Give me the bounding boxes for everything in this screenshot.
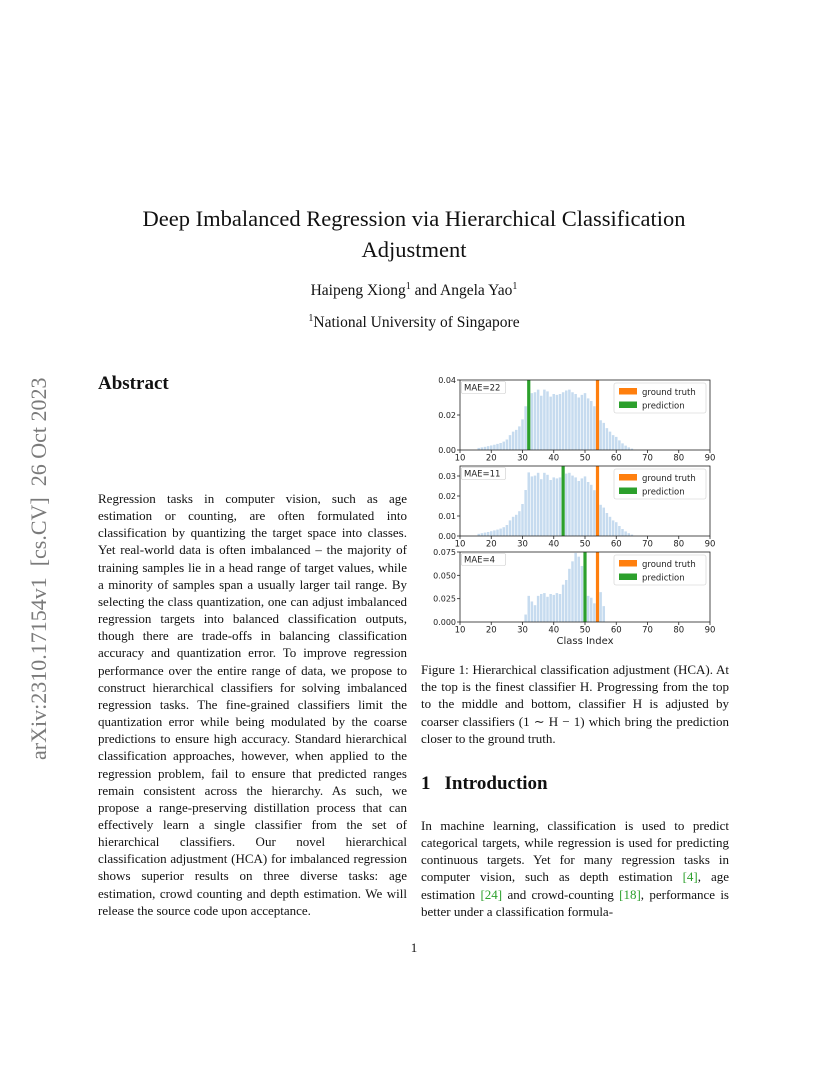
y-tick-label: 0.050	[433, 571, 456, 581]
histogram-bar	[549, 397, 552, 450]
histogram-bar	[543, 593, 546, 622]
histogram-bar	[556, 593, 559, 622]
histogram-bar	[574, 553, 577, 622]
histogram-bar	[503, 527, 506, 536]
histogram-bar	[518, 426, 521, 450]
histogram-bar	[612, 520, 615, 536]
x-tick-label: 60	[610, 625, 622, 636]
author-name: Haipeng Xiong	[310, 282, 406, 300]
legend-swatch	[619, 488, 637, 495]
histogram-bar	[593, 490, 596, 536]
x-tick-label: 80	[673, 625, 685, 636]
histogram-bar	[624, 531, 627, 536]
histogram-bar	[521, 419, 524, 450]
x-tick-label: 10	[454, 539, 466, 550]
citation-link[interactable]: [4]	[682, 869, 698, 885]
histogram-bar	[528, 472, 531, 536]
histogram-bar	[568, 390, 571, 450]
histogram-bar	[568, 569, 571, 622]
histogram-bar	[590, 401, 593, 450]
x-tick-label: 30	[517, 453, 528, 464]
histogram-bar	[534, 392, 537, 450]
histogram-bar	[618, 440, 621, 450]
author-list	[100, 281, 728, 300]
x-tick-label: 40	[548, 625, 560, 636]
histogram-bar	[574, 394, 577, 450]
legend-label: ground truth	[642, 560, 696, 570]
x-axis-label: Class Index	[556, 636, 614, 647]
arxiv-watermark	[20, 290, 56, 760]
x-tick-label: 70	[642, 625, 653, 636]
histogram-bar	[531, 393, 534, 450]
histogram-bar	[609, 432, 612, 450]
arxiv-id: arXiv:2310.17154v1 [cs.CV] 26 Oct 2023	[26, 377, 51, 760]
histogram-bar	[543, 390, 546, 450]
histogram-bar	[599, 420, 602, 450]
histogram-bar	[581, 395, 584, 450]
x-tick-label: 90	[704, 453, 716, 464]
y-tick-label: 0.00	[438, 446, 456, 455]
x-tick-label: 10	[454, 453, 466, 464]
affiliation	[100, 313, 728, 332]
histogram-bar	[618, 526, 621, 536]
x-tick-label: 60	[610, 539, 622, 550]
legend-label: ground truth	[642, 388, 696, 398]
histogram-bar	[603, 606, 606, 622]
histogram-bar	[584, 476, 587, 536]
histogram-bar	[578, 557, 581, 622]
author-affil-mark: 1	[512, 281, 518, 292]
histogram-bar	[587, 596, 590, 622]
histogram-bar	[621, 443, 624, 450]
histogram-bar	[484, 447, 487, 450]
histogram-bar	[606, 428, 609, 450]
histogram-bar	[612, 435, 615, 450]
histogram-bar	[587, 398, 590, 450]
histogram-bar	[487, 446, 490, 450]
section-title: Introduction	[444, 773, 548, 794]
prediction-line	[562, 466, 565, 536]
histogram-bar	[509, 520, 512, 536]
histogram-bar	[484, 533, 487, 536]
histogram-bar	[568, 473, 571, 536]
x-tick-label: 50	[579, 453, 591, 464]
histogram-bar	[590, 485, 593, 536]
histogram-bar	[581, 566, 584, 622]
x-tick-label: 30	[517, 539, 528, 550]
histogram-bar	[509, 435, 512, 450]
histogram-bar	[565, 391, 568, 451]
histogram-bar	[549, 594, 552, 622]
histogram-bar	[565, 474, 568, 536]
histogram-bar	[499, 443, 502, 450]
histogram-bar	[581, 478, 584, 536]
page-number: 1	[410, 940, 418, 955]
histogram-bar	[553, 477, 556, 536]
histogram-bar	[599, 592, 602, 622]
histogram-bar	[559, 394, 562, 450]
histogram-bar	[628, 533, 631, 536]
y-tick-label: 0.01	[438, 512, 456, 521]
abstract-text: Regression tasks in computer vision, such as age estimation or counting, are often formulated into classification by quantizing the target space into classes. Yet real-world data is often imbalanced – the majority of training samples lie in a head range of target values, while a minority of samples span a usually larger tail range. By selecting the class quantization, one can adjust imbalanced regression targets into balanced classification outputs, though there are trade-offs in balancing classification accuracy and quantization error. To improve regression performance over the entire range of data, we propose to construct hierarchical classifiers for solving imbalanced regression tasks. The fine-grained classifiers limit the quantization error while being modulated by the coarse predictions to ensure high accuracy. Standard hierarchical classification approaches, however, when applied to the regression problem, fail to ensure that predicted ranges remain consistent across the hierarchy. As such, we propose a range-preserving distillation process that can effectively learn a single classifier from the set of hierarchical classifiers. Our novel hierarchical classification adjustment (HCA) for imbalanced regression shows superior results on three diverse tasks: age estimation, crowd counting and depth estimation. We will release the source code upon acceptance.	[98, 491, 407, 918]
author-name: Angela Yao	[440, 282, 513, 300]
histogram-bar	[490, 445, 493, 450]
y-tick-label: 0.025	[433, 594, 456, 604]
histogram-bar	[556, 395, 559, 450]
legend-swatch	[619, 560, 637, 567]
histogram-bar	[578, 481, 581, 536]
histogram-bar	[493, 445, 496, 450]
histogram-bar	[481, 533, 484, 536]
legend-swatch	[619, 474, 637, 481]
author-joiner: and	[410, 282, 441, 300]
x-tick-label: 20	[485, 453, 497, 464]
x-tick-label: 50	[579, 625, 591, 636]
histogram-bar	[609, 517, 612, 536]
histogram-bar	[537, 473, 540, 536]
histogram-bar	[590, 598, 593, 622]
x-tick-label: 10	[454, 625, 466, 636]
paper-title: Deep Imbalanced Regression via Hierarchical Classification Adjustment	[142, 206, 686, 262]
histogram-bar	[603, 423, 606, 450]
histogram-bar	[574, 477, 577, 536]
section-heading	[421, 773, 548, 795]
histogram-bar	[603, 508, 606, 536]
histogram-bar	[543, 473, 546, 536]
figure-1	[428, 374, 728, 654]
affiliation-name: National University of Singapore	[313, 314, 520, 332]
x-tick-label: 20	[485, 625, 497, 636]
legend-swatch	[619, 402, 637, 409]
y-tick-label: 0.02	[438, 492, 456, 501]
histogram-bar	[493, 530, 496, 536]
x-tick-label: 80	[673, 539, 685, 550]
histogram-bar	[540, 479, 543, 536]
histogram-bar	[546, 391, 549, 450]
legend-label: prediction	[642, 573, 685, 584]
histogram-bar	[490, 531, 493, 536]
x-tick-label: 50	[579, 539, 591, 550]
x-tick-label: 20	[485, 539, 497, 550]
histogram-bar	[512, 517, 515, 536]
histogram-bar	[487, 532, 490, 536]
mae-annotation: MAE=22	[464, 383, 501, 394]
y-tick-label: 0.04	[438, 376, 456, 385]
histogram-bar	[565, 580, 568, 622]
histogram-bar	[571, 561, 574, 622]
x-tick-label: 70	[642, 539, 653, 550]
histogram-bar	[546, 597, 549, 622]
affiliation-mark: 1	[308, 313, 314, 324]
mae-annotation: MAE=11	[464, 469, 501, 480]
histogram-bar	[556, 478, 559, 536]
histogram-bar	[562, 392, 565, 450]
ground-truth-line	[596, 466, 599, 536]
histogram-bar	[562, 585, 565, 622]
histogram-bar	[599, 505, 602, 536]
x-tick-label: 40	[548, 539, 560, 550]
histogram-bar	[531, 601, 534, 622]
x-tick-label: 30	[517, 625, 528, 636]
histogram-bar	[615, 437, 618, 450]
histogram-bar	[593, 406, 596, 450]
histogram-bar	[512, 432, 515, 450]
histogram-bar	[515, 430, 518, 450]
legend-label: prediction	[642, 401, 685, 412]
ground-truth-line	[596, 380, 599, 450]
histogram-bar	[578, 398, 581, 451]
histogram-bar	[506, 440, 509, 451]
x-tick-label: 40	[548, 453, 560, 464]
histogram-bar	[549, 480, 552, 536]
histogram-bar	[499, 529, 502, 536]
histogram-bar	[553, 394, 556, 450]
legend-label: ground truth	[642, 474, 696, 484]
ground-truth-line	[596, 552, 599, 622]
prediction-line	[583, 552, 586, 622]
intro-text-run: In machine learning, classification is used to predict categorical targets, while regression is used for predicting continuous targets. Yet for many regression tasks in computer vision, such as depth estimation	[421, 818, 729, 885]
y-tick-label: 0.03	[438, 472, 456, 481]
figure-chart	[428, 374, 728, 654]
histogram-bar	[537, 390, 540, 450]
histogram-bar	[496, 444, 499, 450]
mae-annotation: MAE=4	[464, 555, 496, 566]
y-tick-label: 0.00	[438, 532, 456, 541]
intro-text-run: and crowd-counting	[502, 886, 620, 902]
histogram-bar	[553, 595, 556, 622]
histogram-bar	[515, 515, 518, 536]
legend-label: prediction	[642, 487, 685, 498]
histogram-bar	[587, 482, 590, 536]
histogram-bar	[546, 475, 549, 536]
histogram-bar	[540, 594, 543, 622]
x-tick-label: 90	[704, 539, 716, 550]
histogram-bar	[528, 596, 531, 622]
x-tick-label: 60	[610, 453, 622, 464]
histogram-bar	[534, 605, 537, 622]
y-tick-label: 0.000	[433, 618, 456, 627]
intro-text-run: , performance is better under a classification formula-	[421, 886, 729, 919]
legend-swatch	[619, 388, 637, 395]
abstract-heading: Abstract	[98, 373, 169, 394]
histogram-bar	[524, 615, 527, 622]
histogram-bar	[521, 504, 524, 536]
histogram-bar	[540, 396, 543, 450]
histogram-bar	[503, 442, 506, 450]
histogram-bar	[571, 392, 574, 450]
introduction-text	[421, 817, 729, 920]
histogram-bar	[559, 594, 562, 622]
figure-caption: Figure 1: Hierarchical classification adjustment (HCA). At the top is the finest classifier H. Progressing from the top to the middle and bottom, classifier H is adjusted by coarser classifiers (1 ∼ H − 1) which bring the prediction closer to the ground truth.	[421, 662, 729, 746]
intro-text-run: , age estimation	[421, 869, 729, 902]
section-number: 1	[421, 773, 431, 794]
histogram-bar	[571, 476, 574, 536]
x-tick-label: 80	[673, 453, 685, 464]
histogram-bar	[524, 490, 527, 536]
citation-link[interactable]: [18]	[619, 886, 641, 902]
histogram-bar	[606, 513, 609, 536]
histogram-bar	[496, 530, 499, 536]
histogram-bar	[584, 393, 587, 450]
x-tick-label: 70	[642, 453, 653, 464]
citation-link[interactable]: [24]	[480, 886, 503, 902]
histogram-bar	[615, 522, 618, 536]
prediction-line	[527, 380, 530, 450]
y-tick-label: 0.02	[438, 411, 456, 420]
histogram-bar	[621, 529, 624, 536]
legend-swatch	[619, 574, 637, 581]
y-tick-label: 0.075	[433, 548, 456, 557]
histogram-bar	[524, 406, 527, 450]
histogram-bar	[506, 525, 509, 536]
histogram-bar	[593, 603, 596, 622]
histogram-bar	[531, 476, 534, 536]
histogram-bar	[624, 446, 627, 450]
x-tick-label: 90	[704, 625, 716, 636]
histogram-bar	[518, 511, 521, 536]
histogram-bar	[537, 596, 540, 622]
histogram-bar	[559, 477, 562, 536]
histogram-bar	[534, 476, 537, 536]
author-affil-mark: 1	[405, 281, 411, 292]
